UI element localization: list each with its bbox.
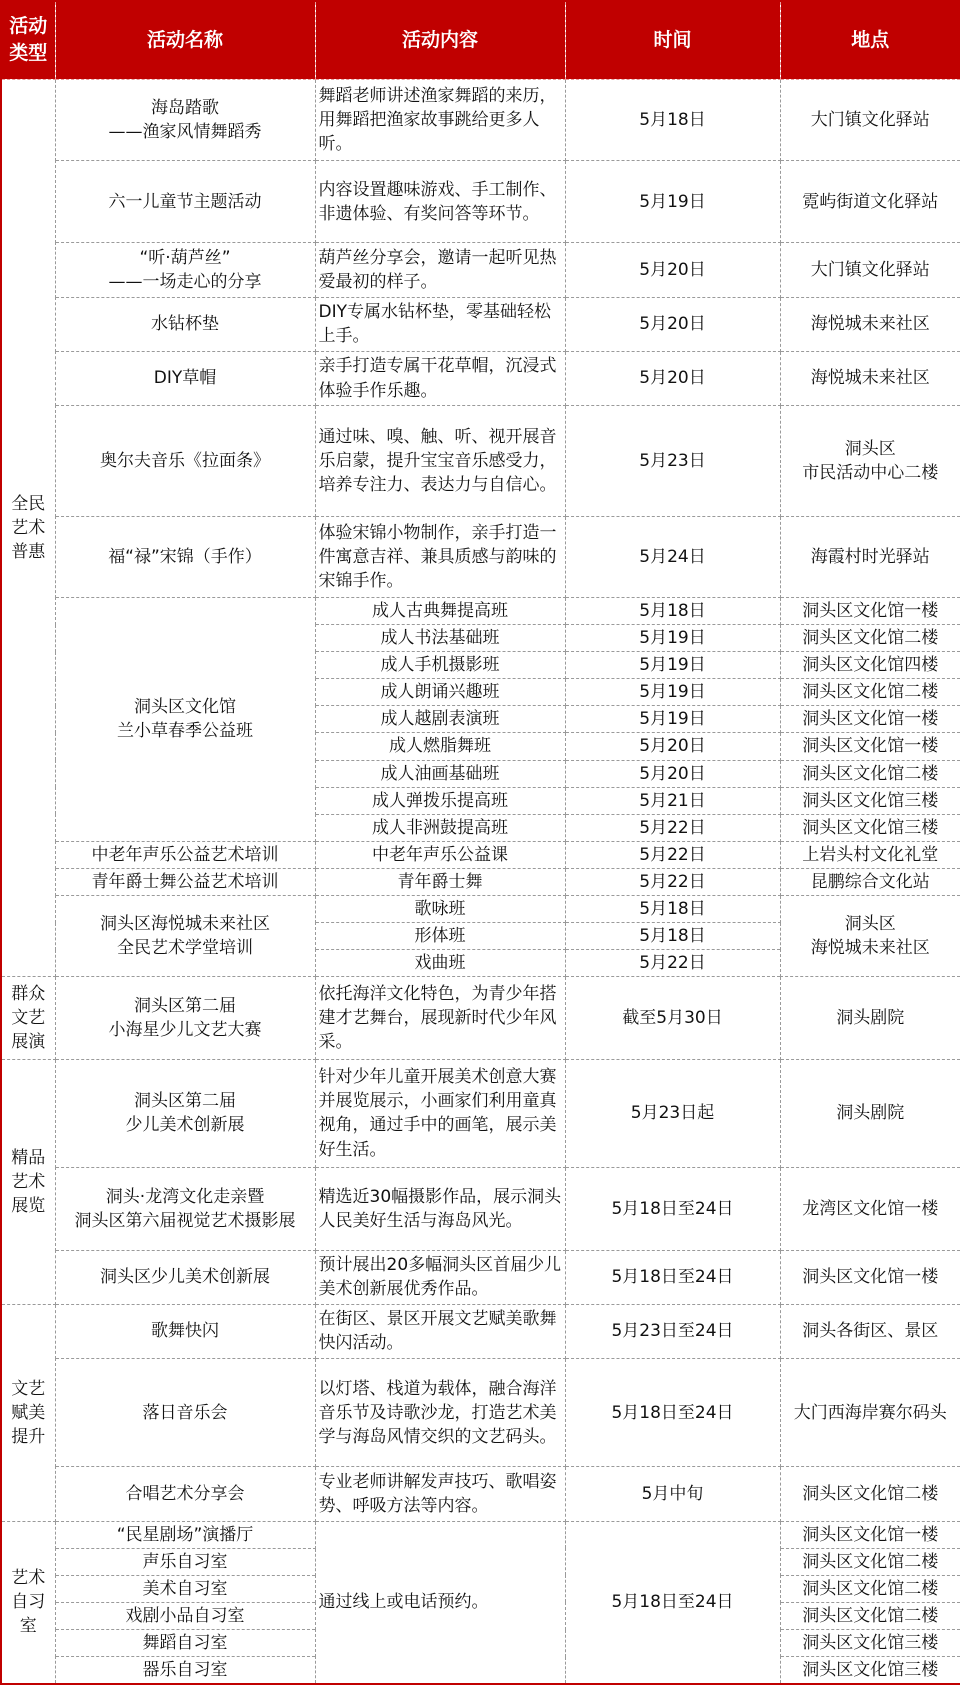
activity-place: 洞头区文化馆一楼 [780, 733, 960, 760]
activity-name: 洞头区文化馆 兰小草春季公益班 [55, 597, 315, 841]
activity-content: 以灯塔、栈道为载体，融合海洋音乐节及诗歌沙龙，打造艺术美学与海岛风情交织的文艺码头。 [315, 1358, 565, 1466]
activity-time: 5月23日至24日 [565, 1304, 780, 1358]
activity-content: 在街区、景区开展文艺赋美歌舞快闪活动。 [315, 1304, 565, 1358]
activity-time: 5月19日 [565, 679, 780, 706]
table-row [1, 351, 960, 405]
activity-place: 洞头区文化馆二楼 [780, 1467, 960, 1521]
table-row [1, 161, 960, 243]
activity-name: 落日音乐会 [55, 1358, 315, 1466]
activity-name: 洞头·龙湾文化走亲暨 洞头区第六届视觉艺术摄影展 [55, 1168, 315, 1250]
category-cell: 全民 艺术 普惠 [1, 79, 55, 977]
header-place: 地点 [780, 1, 960, 79]
activity-content: 亲手打造专属干花草帽，沉浸式体验手作乐趣。 [315, 351, 565, 405]
table-row [1, 1358, 960, 1466]
activity-name: 洞头区海悦城未来社区 全民艺术学堂培训 [55, 896, 315, 977]
table-row [1, 406, 960, 516]
activity-time: 5月18日 [565, 896, 780, 923]
activity-name: 青年爵士舞公益艺术培训 [55, 869, 315, 896]
table-row [1, 1304, 960, 1358]
activity-time: 5月22日 [565, 869, 780, 896]
table-row [1, 1521, 960, 1548]
class-name: 中老年声乐公益课 [315, 841, 565, 868]
class-name: 成人燃脂舞班 [315, 733, 565, 760]
activity-time: 5月中旬 [565, 1467, 780, 1521]
activity-name: 舞蹈自习室 [55, 1630, 315, 1657]
activity-name: 福“禄”宋锦（手作） [55, 516, 315, 597]
class-name: 成人古典舞提高班 [315, 597, 565, 624]
activity-place: 洞头区文化馆二楼 [780, 760, 960, 787]
category-cell: 艺术 自习 室 [1, 1521, 55, 1684]
activity-place: 洞头区文化馆二楼 [780, 1602, 960, 1629]
activity-place: 洞头区文化馆一楼 [780, 1250, 960, 1304]
header-content: 活动内容 [315, 1, 565, 79]
category-cell: 文艺 赋美 提升 [1, 1304, 55, 1521]
activity-content: 通过线上或电话预约。 [315, 1521, 565, 1684]
activity-name: “民星剧场”演播厅 [55, 1521, 315, 1548]
activity-name: “听·葫芦丝” ——一场走心的分享 [55, 243, 315, 297]
class-name: 成人越剧表演班 [315, 706, 565, 733]
class-name: 形体班 [315, 923, 565, 950]
activity-place: 昆鹏综合文化站 [780, 869, 960, 896]
activity-place: 大门镇文化驿站 [780, 243, 960, 297]
activity-place: 上岩头村文化礼堂 [780, 841, 960, 868]
category-cell: 精品 艺术 展览 [1, 1059, 55, 1304]
activity-name: 声乐自习室 [55, 1548, 315, 1575]
activity-time: 5月20日 [565, 733, 780, 760]
activity-place: 海霞村时光驿站 [780, 516, 960, 597]
activity-content: 预计展出20多幅洞头区首届少儿美术创新展优秀作品。 [315, 1250, 565, 1304]
class-name: 成人朗诵兴趣班 [315, 679, 565, 706]
table-row [1, 1168, 960, 1250]
table-row [1, 243, 960, 297]
activity-place: 洞头区文化馆一楼 [780, 597, 960, 624]
activity-place: 洞头区文化馆一楼 [780, 706, 960, 733]
activity-place: 洞头区文化馆三楼 [780, 814, 960, 841]
activity-place: 洞头区 市民活动中心二楼 [780, 406, 960, 516]
class-name: 歌咏班 [315, 896, 565, 923]
activity-time: 5月23日起 [565, 1059, 780, 1167]
activity-time: 5月19日 [565, 161, 780, 243]
activity-place: 洞头区文化馆二楼 [780, 625, 960, 652]
activity-place: 洞头剧院 [780, 977, 960, 1059]
table-row [1, 896, 960, 923]
activity-place: 海悦城未来社区 [780, 297, 960, 351]
activity-content: 葫芦丝分享会，邀请一起听见热爱最初的样子。 [315, 243, 565, 297]
header-type: 活动 类型 [1, 1, 55, 79]
table-row [1, 1467, 960, 1521]
table-row [1, 841, 960, 868]
activity-time: 5月18日 [565, 79, 780, 160]
activity-place: 洞头区文化馆二楼 [780, 1548, 960, 1575]
activity-name: 洞头区第二届 少儿美术创新展 [55, 1059, 315, 1167]
activity-time: 5月18日 [565, 923, 780, 950]
activity-content: 内容设置趣味游戏、手工制作、非遗体验、有奖问答等环节。 [315, 161, 565, 243]
activity-name: DIY草帽 [55, 351, 315, 405]
activity-content: 专业老师讲解发声技巧、歌唱姿势、呼吸方法等内容。 [315, 1467, 565, 1521]
activity-time: 5月18日至24日 [565, 1521, 780, 1684]
table-row [1, 516, 960, 597]
activity-place: 大门西海岸赛尔码头 [780, 1358, 960, 1466]
activity-time: 5月19日 [565, 652, 780, 679]
class-name: 戏曲班 [315, 950, 565, 977]
class-name: 成人油画基础班 [315, 760, 565, 787]
activity-time: 5月23日 [565, 406, 780, 516]
class-name: 成人非洲鼓提高班 [315, 814, 565, 841]
table-row [1, 79, 960, 160]
activity-name: 洞头区少儿美术创新展 [55, 1250, 315, 1304]
activity-time: 5月20日 [565, 351, 780, 405]
activity-place: 洞头区文化馆三楼 [780, 787, 960, 814]
activity-place: 洞头区文化馆二楼 [780, 679, 960, 706]
activity-time: 5月20日 [565, 760, 780, 787]
activity-place: 洞头区文化馆四楼 [780, 652, 960, 679]
table-row [1, 1250, 960, 1304]
activity-place: 洞头区文化馆二楼 [780, 1575, 960, 1602]
activity-name: 六一儿童节主题活动 [55, 161, 315, 243]
activity-time: 5月24日 [565, 516, 780, 597]
activity-name: 海岛踏歌 ——渔家风情舞蹈秀 [55, 79, 315, 160]
class-name: 成人手机摄影班 [315, 652, 565, 679]
activity-name: 歌舞快闪 [55, 1304, 315, 1358]
activity-time: 5月20日 [565, 297, 780, 351]
activity-name: 中老年声乐公益艺术培训 [55, 841, 315, 868]
class-name: 青年爵士舞 [315, 869, 565, 896]
activity-name: 戏剧小品自习室 [55, 1602, 315, 1629]
activity-time: 5月18日至24日 [565, 1250, 780, 1304]
activity-time: 5月19日 [565, 706, 780, 733]
activity-place: 洞头各街区、景区 [780, 1304, 960, 1358]
activity-place: 洞头剧院 [780, 1059, 960, 1167]
table-row [1, 977, 960, 1059]
header-time: 时间 [565, 1, 780, 79]
activity-time: 5月19日 [565, 625, 780, 652]
activity-name: 水钻杯垫 [55, 297, 315, 351]
header-name: 活动名称 [55, 1, 315, 79]
activity-place: 霓屿街道文化驿站 [780, 161, 960, 243]
activity-name: 器乐自习室 [55, 1657, 315, 1684]
table-row [1, 297, 960, 351]
class-name: 成人书法基础班 [315, 625, 565, 652]
header-row [1, 1, 960, 79]
activity-content: 舞蹈老师讲述渔家舞蹈的来历，用舞蹈把渔家故事跳给更多人听。 [315, 79, 565, 160]
activity-place: 龙湾区文化馆一楼 [780, 1168, 960, 1250]
activity-place: 洞头区文化馆三楼 [780, 1630, 960, 1657]
activity-name: 合唱艺术分享会 [55, 1467, 315, 1521]
activity-time: 5月18日 [565, 597, 780, 624]
activity-name: 美术自习室 [55, 1575, 315, 1602]
activity-content: 精选近30幅摄影作品，展示洞头人民美好生活与海岛风光。 [315, 1168, 565, 1250]
activity-content: DIY专属水钻杯垫，零基础轻松上手。 [315, 297, 565, 351]
activity-content: 针对少年儿童开展美术创意大赛并展览展示，小画家们利用童真视角，通过手中的画笔，展示美好生活。 [315, 1059, 565, 1167]
category-cell: 群众 文艺 展演 [1, 977, 55, 1059]
activity-time: 5月18日至24日 [565, 1168, 780, 1250]
activity-place: 洞头区文化馆三楼 [780, 1657, 960, 1684]
activity-content: 依托海洋文化特色，为青少年搭建才艺舞台，展现新时代少年风采。 [315, 977, 565, 1059]
activity-time: 5月22日 [565, 814, 780, 841]
activity-place: 海悦城未来社区 [780, 351, 960, 405]
activity-content: 通过味、嗅、触、听、视开展音乐启蒙，提升宝宝音乐感受力，培养专注力、表达力与自信心。 [315, 406, 565, 516]
activity-time: 5月22日 [565, 841, 780, 868]
activity-time: 5月20日 [565, 243, 780, 297]
activity-place: 洞头区 海悦城未来社区 [780, 896, 960, 977]
activity-time: 5月22日 [565, 950, 780, 977]
activity-time: 5月21日 [565, 787, 780, 814]
activity-name: 奥尔夫音乐《拉面条》 [55, 406, 315, 516]
activity-place: 洞头区文化馆一楼 [780, 1521, 960, 1548]
table-row [1, 597, 960, 624]
activity-name: 洞头区第二届 小海星少儿文艺大赛 [55, 977, 315, 1059]
activity-time: 截至5月30日 [565, 977, 780, 1059]
table-row [1, 869, 960, 896]
activity-place: 大门镇文化驿站 [780, 79, 960, 160]
activity-time: 5月18日至24日 [565, 1358, 780, 1466]
table-row [1, 1059, 960, 1167]
class-name: 成人弹拨乐提高班 [315, 787, 565, 814]
activity-content: 体验宋锦小物制作，亲手打造一件寓意吉祥、兼具质感与韵味的宋锦手作。 [315, 516, 565, 597]
